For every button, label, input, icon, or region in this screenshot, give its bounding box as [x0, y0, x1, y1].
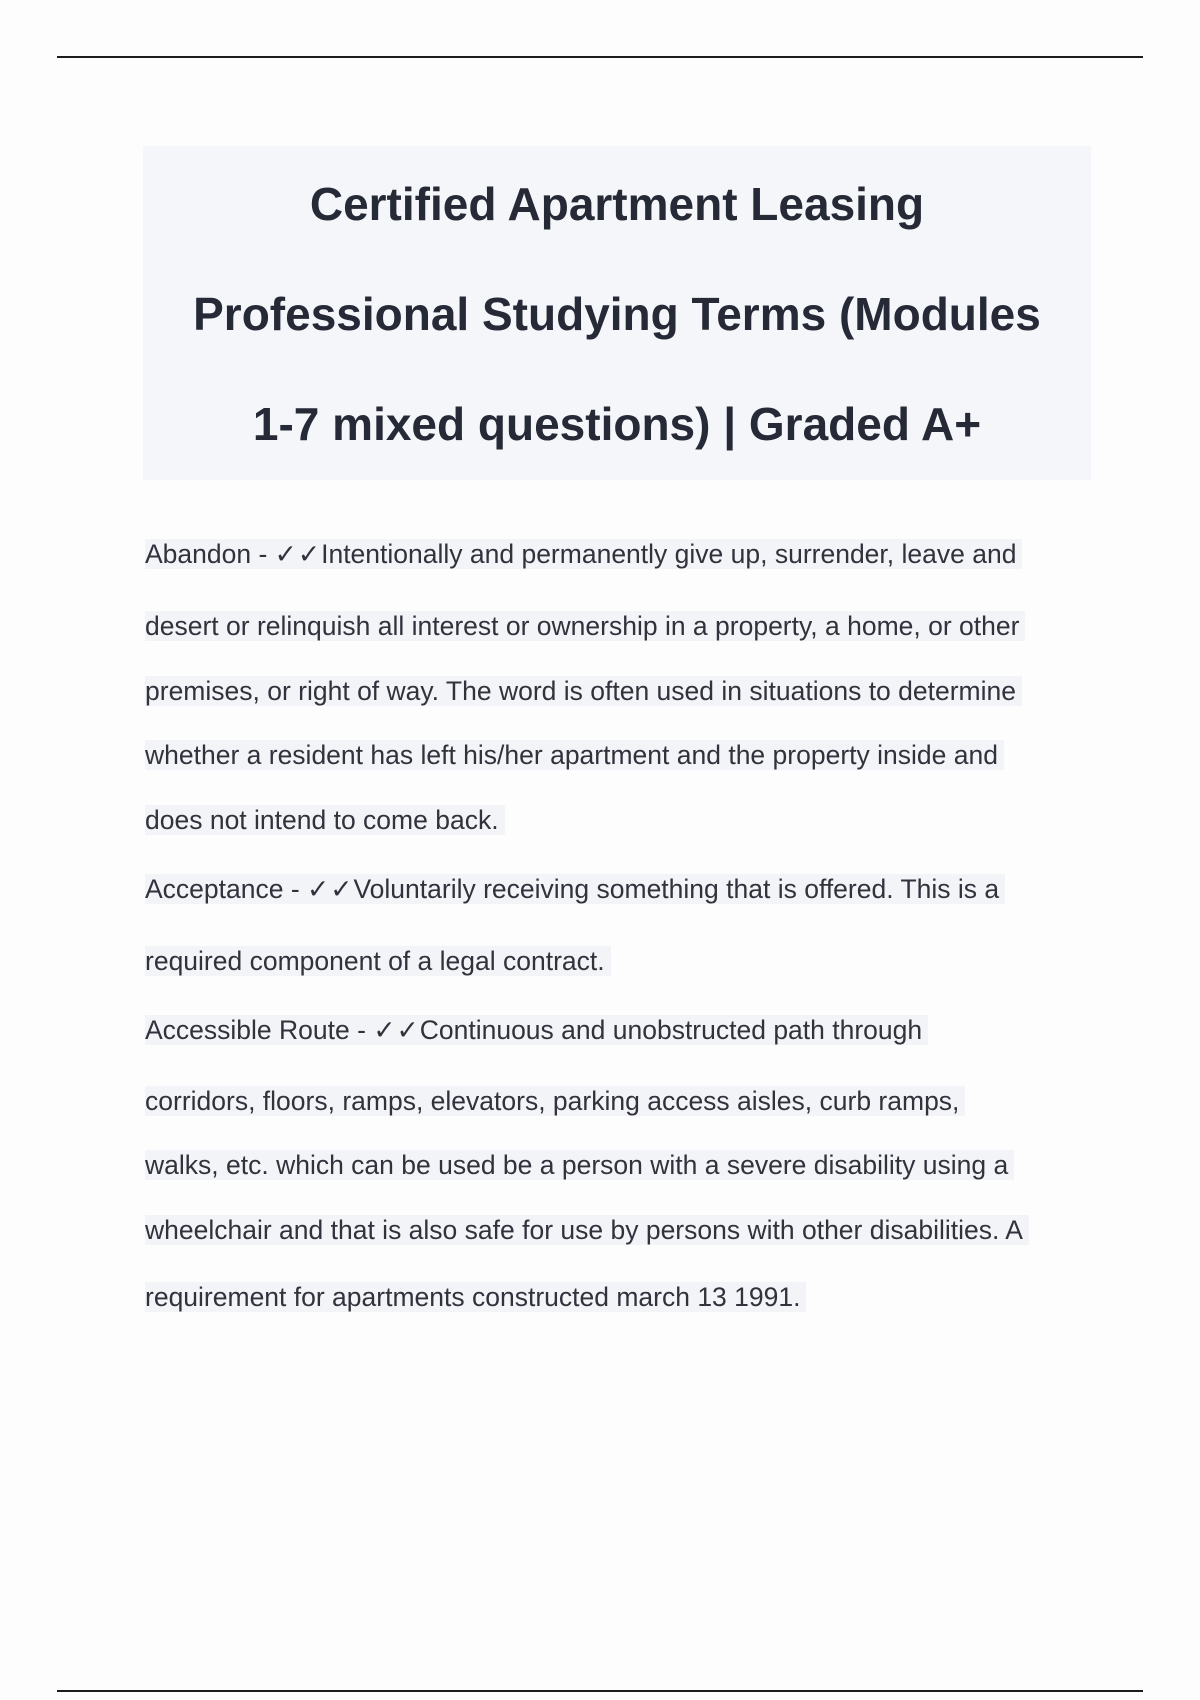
title-line-2: Professional Studying Terms (Modules — [193, 288, 1041, 340]
term-name: Acceptance — [145, 874, 284, 904]
term-separator: - — [283, 874, 308, 904]
double-check-icon: ✓✓ — [373, 1015, 420, 1045]
definition-line: requirement for apartments constructed march 13 1991. — [145, 1277, 806, 1317]
title-line-1: Certified Apartment Leasing — [309, 178, 925, 230]
title-line-3: 1-7 mixed questions) | Graded A+ — [252, 398, 982, 450]
definition-line: does not intend to come back. — [145, 800, 505, 840]
definition-line: wheelchair and that is also safe for use by persons with other disabilities. A — [145, 1210, 1029, 1250]
definition-line: walks, etc. which can be used be a person with a severe disability using a — [145, 1145, 1014, 1185]
definition-line: Intentionally and permanently give up, surrender, leave and — [321, 539, 1017, 569]
term-separator: - — [349, 1015, 374, 1045]
definition-line: whether a resident has left his/her apartment and the property inside and — [145, 735, 1004, 775]
definition-line: required component of a legal contract. — [145, 941, 611, 981]
entry-first-line — [145, 869, 1005, 909]
term-separator: - — [251, 539, 275, 569]
top-rule — [57, 56, 1143, 58]
term-name: Accessible Route — [145, 1015, 350, 1045]
entry-first-line — [145, 1010, 928, 1050]
definition-line: corridors, floors, ramps, elevators, parking access aisles, curb ramps, — [145, 1081, 965, 1121]
definition-line: desert or relinquish all interest or ownership in a property, a home, or other — [145, 606, 1025, 646]
double-check-icon: ✓✓ — [307, 874, 354, 904]
document-title — [143, 146, 1091, 480]
double-check-icon: ✓✓ — [274, 539, 322, 569]
definition-line: Continuous and unobstructed path through — [419, 1015, 923, 1045]
definition-line: Voluntarily receiving something that is offered. This is a — [353, 874, 1000, 904]
bottom-rule — [57, 1690, 1143, 1692]
definition-line: premises, or right of way. The word is often used in situations to determine — [145, 671, 1022, 711]
term-name: Abandon — [145, 539, 252, 569]
entry-first-line — [145, 534, 1022, 574]
